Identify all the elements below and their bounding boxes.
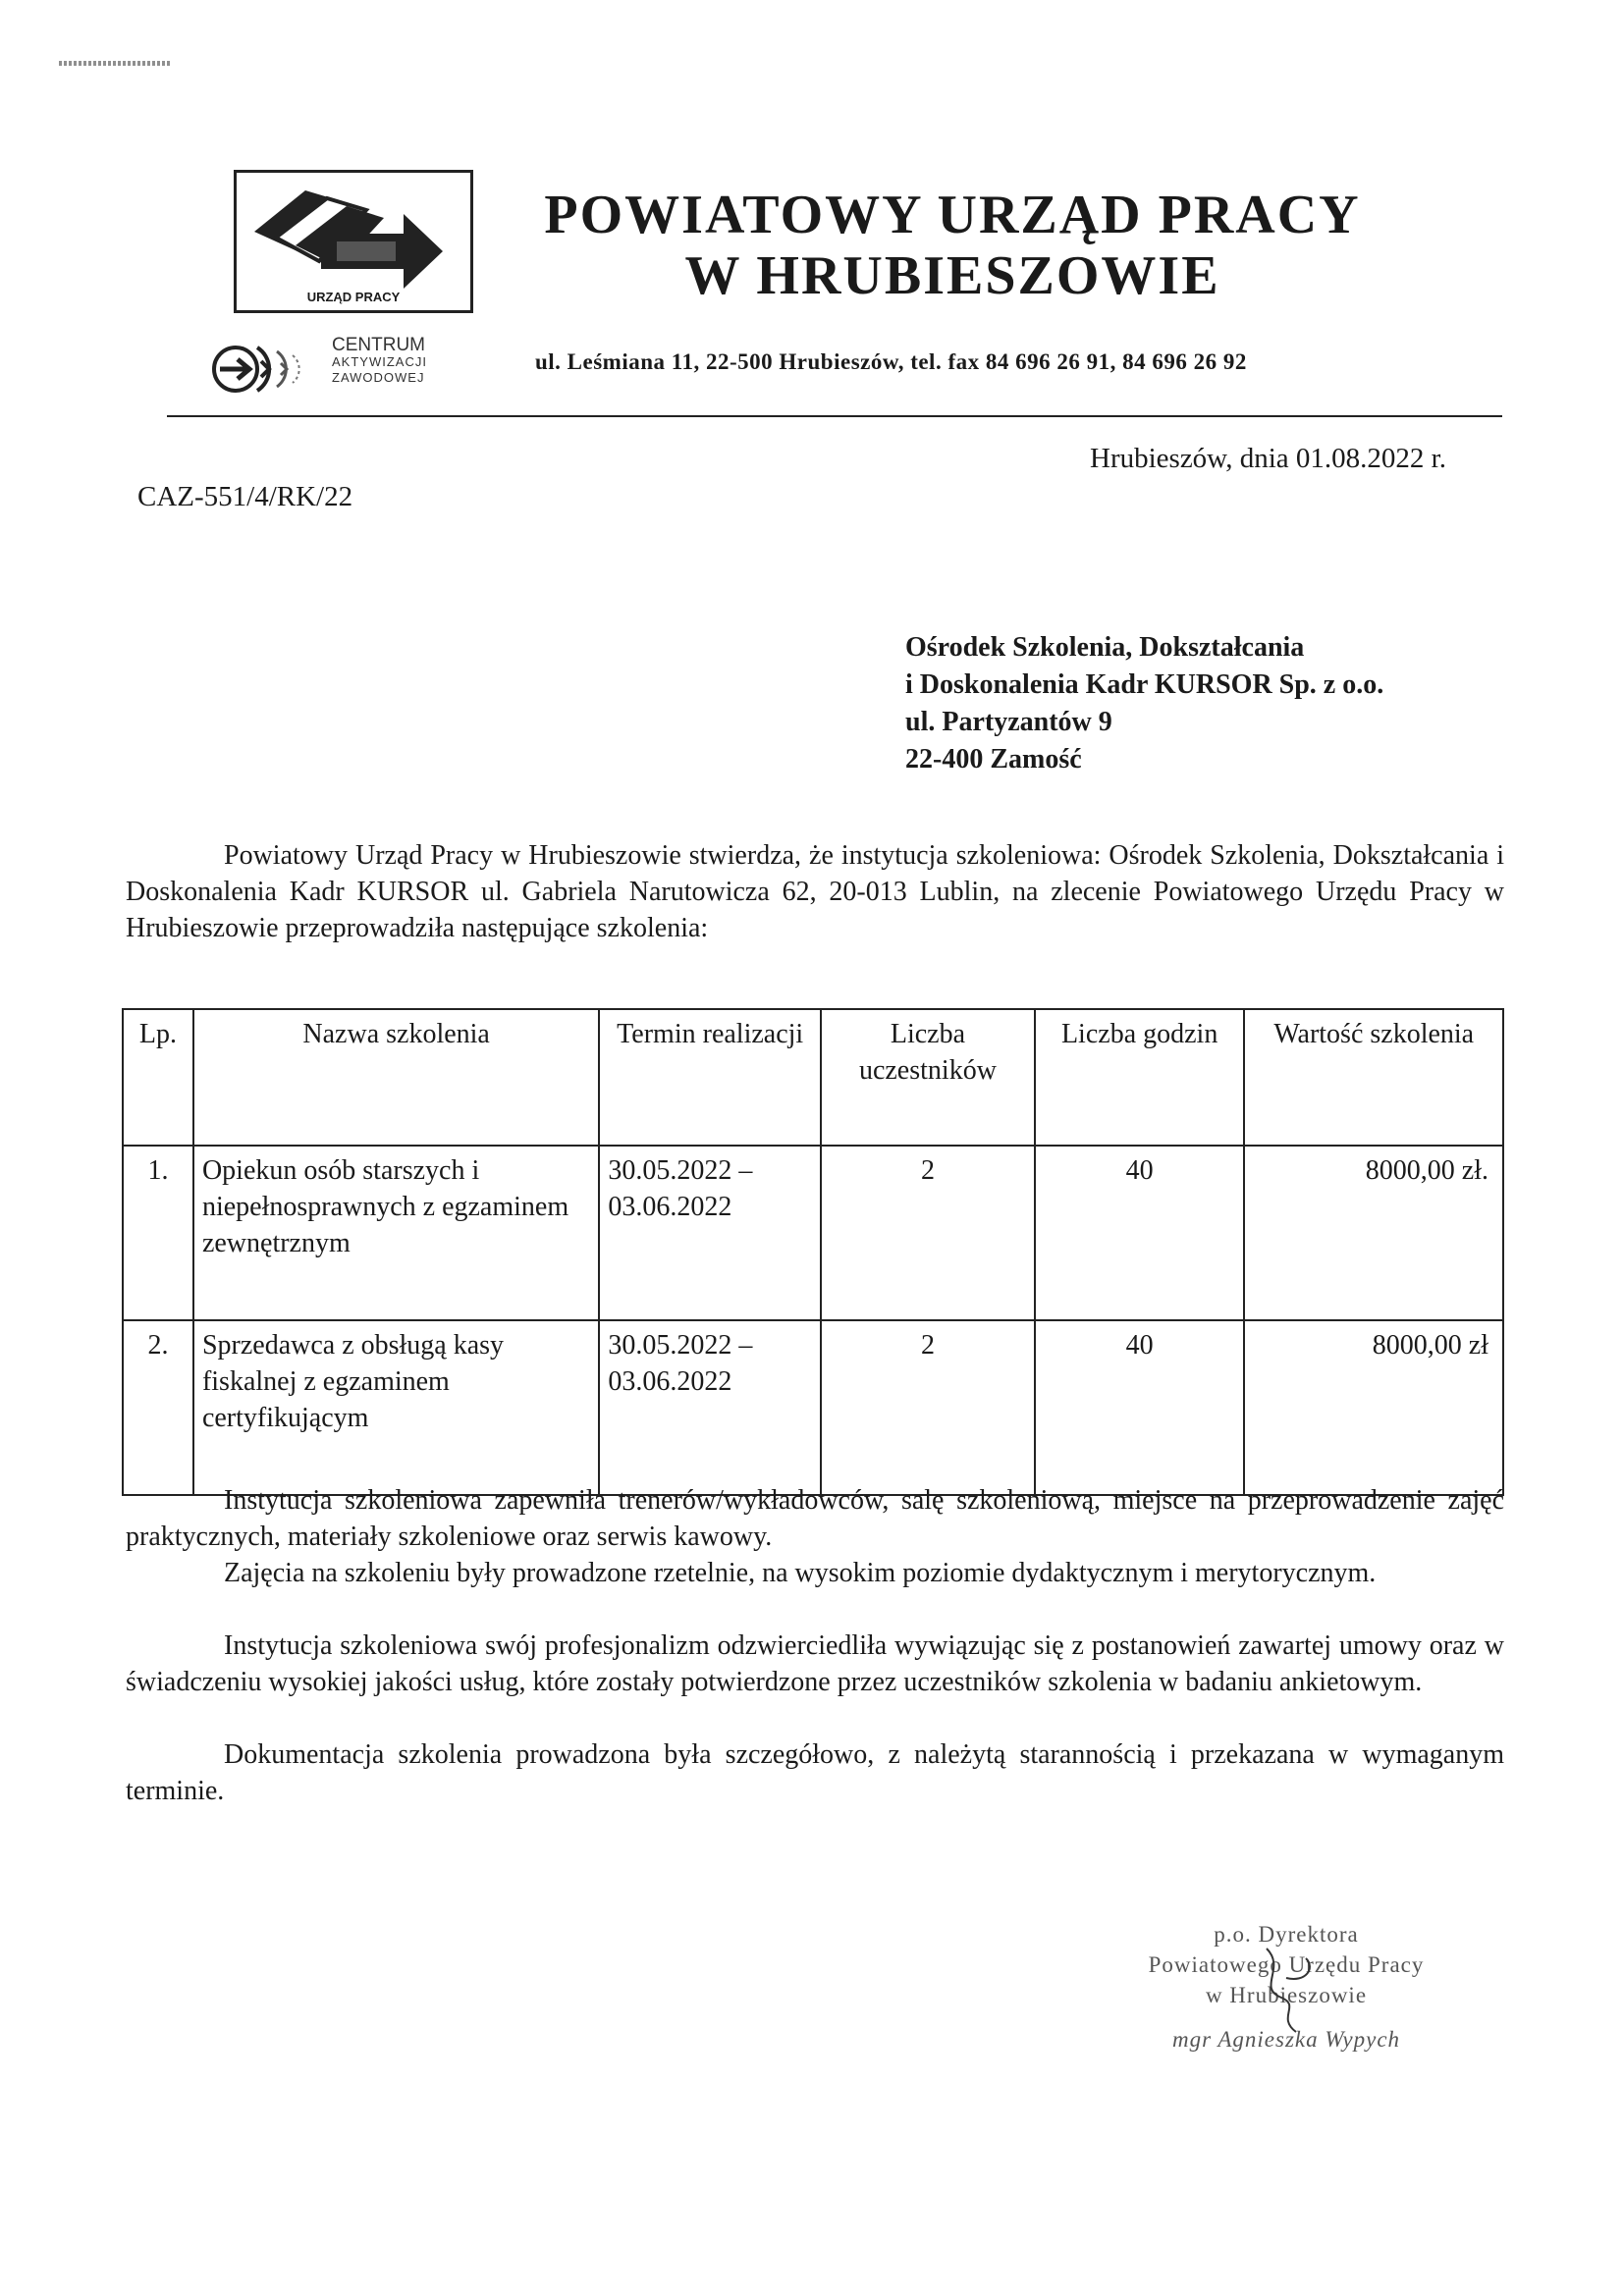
signature-city: w Hrubieszowie bbox=[1205, 1983, 1368, 2007]
intro-text: Powiatowy Urząd Pracy w Hrubieszowie stwierdza, że instytucja szkoleniowa: Ośrodek Szkolenia, Dokształcania i Doskonalenia Kadr KURSOR ul. Gabriela Narutowicza 62, 20-013 Lublin, na zlecenie Powiatowego Urzędu Pracy w Hrubieszowie przeprowadziła następujące szkolenia: bbox=[126, 840, 1504, 943]
recipient-line: 22-400 Zamość bbox=[905, 744, 1082, 774]
scan-artifact bbox=[59, 61, 172, 66]
cell-lp: 1. bbox=[123, 1146, 193, 1320]
header-term: Termin realizacji bbox=[599, 1009, 821, 1146]
letter-date: Hrubieszów, dnia 01.08.2022 r. bbox=[1090, 443, 1446, 474]
caz-line-2: AKTYWIZACJI bbox=[332, 354, 427, 369]
body-paragraph bbox=[126, 1555, 1504, 1591]
table-row bbox=[123, 1146, 1503, 1320]
reference-number: CAZ-551/4/RK/22 bbox=[137, 481, 353, 512]
signature-office: Powiatowego Urzędu Pracy bbox=[1148, 1952, 1425, 1977]
recipient-line: ul. Partyzantów 9 bbox=[905, 707, 1112, 737]
cell-name: Sprzedawca z obsługą kasy fiskalnej z egzaminem certyfikującym bbox=[193, 1320, 599, 1495]
recipient-line: Ośrodek Szkolenia, Dokształcania bbox=[905, 632, 1305, 663]
header-participants: Liczba uczestników bbox=[821, 1009, 1035, 1146]
handwritten-signature bbox=[1247, 1939, 1335, 2047]
body-text: Instytucja szkoleniowa swój profesjonalizm odzwierciedliła wywiązując się z postanowień zawartej umowy oraz w świadczeniu wysokiej jakości usług, które zostały potwierdzone przez uczestników szkolenia w badaniu ankietowym. bbox=[126, 1630, 1504, 1697]
table-header-row bbox=[123, 1009, 1503, 1146]
organization-title bbox=[511, 185, 1394, 306]
body-paragraph bbox=[126, 1482, 1504, 1555]
logo-caption: URZĄD PRACY bbox=[306, 290, 401, 304]
cell-term: 30.05.2022 – 03.06.2022 bbox=[599, 1146, 821, 1320]
body-text: Instytucja szkoleniowa zapewniła trenerów/wykładowców, salę szkoleniową, miejsce na przeprowadzenie zajęć praktycznych, materiały szkoleniowe oraz serwis kawowy. bbox=[126, 1485, 1504, 1552]
recipient-line: i Doskonalenia Kadr KURSOR Sp. z o.o. bbox=[905, 669, 1384, 700]
trainings-table bbox=[122, 1008, 1504, 1496]
body-text: Zajęcia na szkoleniu były prowadzone rzetelnie, na wysokim poziomie dydaktycznym i merytorycznym. bbox=[224, 1558, 1377, 1588]
header-hours: Liczba godzin bbox=[1035, 1009, 1245, 1146]
header-divider bbox=[167, 415, 1502, 417]
body-text: Dokumentacja szkolenia prowadzona była szczegółowo, z należytą starannością i przekazana w wymaganym terminie. bbox=[126, 1739, 1504, 1806]
org-title-line-2: W HRUBIESZOWIE bbox=[684, 245, 1220, 306]
body-paragraph bbox=[126, 1736, 1504, 1809]
cell-value: 8000,00 zł. bbox=[1244, 1146, 1503, 1320]
header-name: Nazwa szkolenia bbox=[193, 1009, 599, 1146]
cell-participants: 2 bbox=[821, 1320, 1035, 1495]
caz-line-1: CENTRUM bbox=[332, 335, 425, 355]
cell-lp: 2. bbox=[123, 1320, 193, 1495]
urzad-pracy-logo bbox=[234, 170, 473, 313]
body-paragraph bbox=[126, 1628, 1504, 1700]
signature-title: p.o. Dyrektora bbox=[1214, 1922, 1359, 1947]
cell-term: 30.05.2022 – 03.06.2022 bbox=[599, 1320, 821, 1495]
caz-line-3: ZAWODOWEJ bbox=[332, 370, 425, 385]
header-lp: Lp. bbox=[123, 1009, 193, 1146]
caz-logo-text bbox=[332, 336, 427, 386]
cell-value: 8000,00 zł bbox=[1244, 1320, 1503, 1495]
table-row bbox=[123, 1320, 1503, 1495]
cell-hours: 40 bbox=[1035, 1320, 1245, 1495]
recipient-address bbox=[905, 629, 1383, 778]
cell-participants: 2 bbox=[821, 1146, 1035, 1320]
cell-name: Opiekun osób starszych i niepełnosprawnych z egzaminem zewnętrznym bbox=[193, 1146, 599, 1320]
cell-hours: 40 bbox=[1035, 1146, 1245, 1320]
org-title-line-1: POWIATOWY URZĄD PRACY bbox=[544, 185, 1361, 245]
header-value: Wartość szkolenia bbox=[1244, 1009, 1503, 1146]
signatory-name: mgr Agnieszka Wypych bbox=[1171, 2027, 1401, 2052]
intro-paragraph bbox=[126, 837, 1504, 946]
organization-address: ul. Leśmiana 11, 22-500 Hrubieszów, tel. fax 84 696 26 91, 84 696 26 92 bbox=[535, 349, 1247, 374]
